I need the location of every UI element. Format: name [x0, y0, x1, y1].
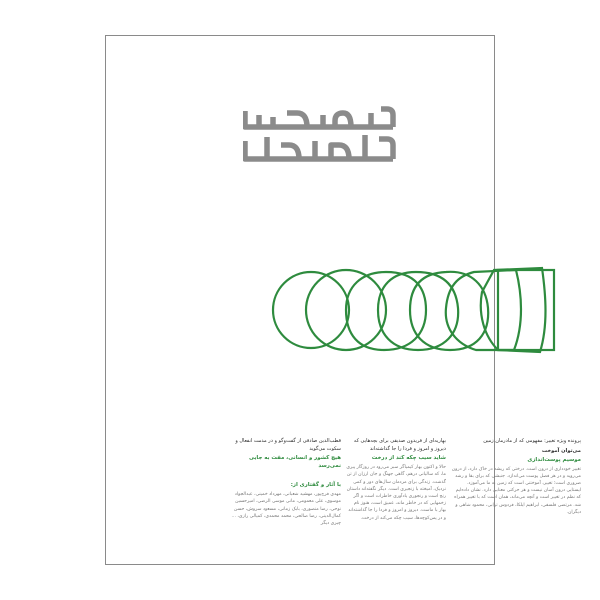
report-lead: پرونده ویژه تغییر: مفهومی که از مادرمان زمین: [483, 438, 581, 444]
art-shape-7: [481, 268, 546, 352]
magazine-cover: [105, 35, 581, 565]
column-interview: [226, 438, 341, 527]
contributors-heading: با آثار و گفتاری از:: [290, 482, 341, 489]
essay-lead: بهاریه‌ای از فریدون صدیقی برای بچه‌هایی که دیروز و امروز و فردا را جا گذاشته‌اند: [353, 438, 446, 452]
report-body: تغییر خودداری از درون است. درختی که ریشه در خاک دارد، از درون می‌روید و در هر فصل پوست می‌اندازد. جنبشی که برای بقا و رشد ضروری است؛ تغییر، آموختنی است که زمین به ما می‌آموزد. ایستایی درون آسان نیست و هر حرکتی معنایی دارد. نشان داده‌ایم که نظم در تغییر است و آنچه می‌ماند، همان است که با تغییر همراه شد. مرتضی فلسفی، ابراهیم ایلکا، فردوس ترابی، محمود شاهی و دیگران.: [451, 466, 581, 515]
interview-highlight: هیچ کشور و انسانی، مفت به جایی نمی‌رسد: [248, 455, 341, 470]
report-highlight: موسیم پوست‌اندازی: [527, 456, 581, 463]
interview-lead: قطب‌الدین صادقی از گفت‌وگو و در مذمت انفعال و سکوت می‌گوید: [235, 438, 341, 452]
cover-artwork: [266, 264, 556, 356]
column-spring-essay: [346, 438, 446, 522]
report-subtitle: می‌توان آموخت: [541, 447, 581, 454]
column-special-report: [451, 438, 581, 516]
masthead-logo: [243, 101, 403, 171]
art-shape-1: [273, 272, 349, 348]
essay-highlight: شاید سیب چکه کند از درخت: [371, 455, 446, 462]
contributors-list: مهدی فرج‌پور، مهشید شعبانی، مهرداد خمینی، عبدالجواد موسوی، علی معمومی، مانی موسی الرضی، امیرحسین نوحی، رضا منصوری، بابک زمانی، مسعود سروش، حسن کمال‌الدینی، رضا صالحی، محمد محمدی، کمیالی رازی، ... چیزی دیگر: [231, 492, 341, 526]
essay-body: حالا و اکنون بهار کیمیاگر سبز می‌رود در روزگار پیری ما، که سالیانی درهم، گاهی جهنگ و جان ارزان از تن گذشت. زندگی برای مردمان سال‌های دور و کمی نزدیک، آمیخته با زنجیری است. دیگر نگفته‌اند داستان رنج است و رنجوری یادآوری خاطرات است و اگر زخمهایی که در خاطر ماند، عمیق است، هنوز نام بهار با ماست. دیروز و امروز و فردا را جا گذاشته‌اند و در پس‌کوچه‌ها، سیب چکه می‌کند از درخت.: [346, 465, 446, 521]
